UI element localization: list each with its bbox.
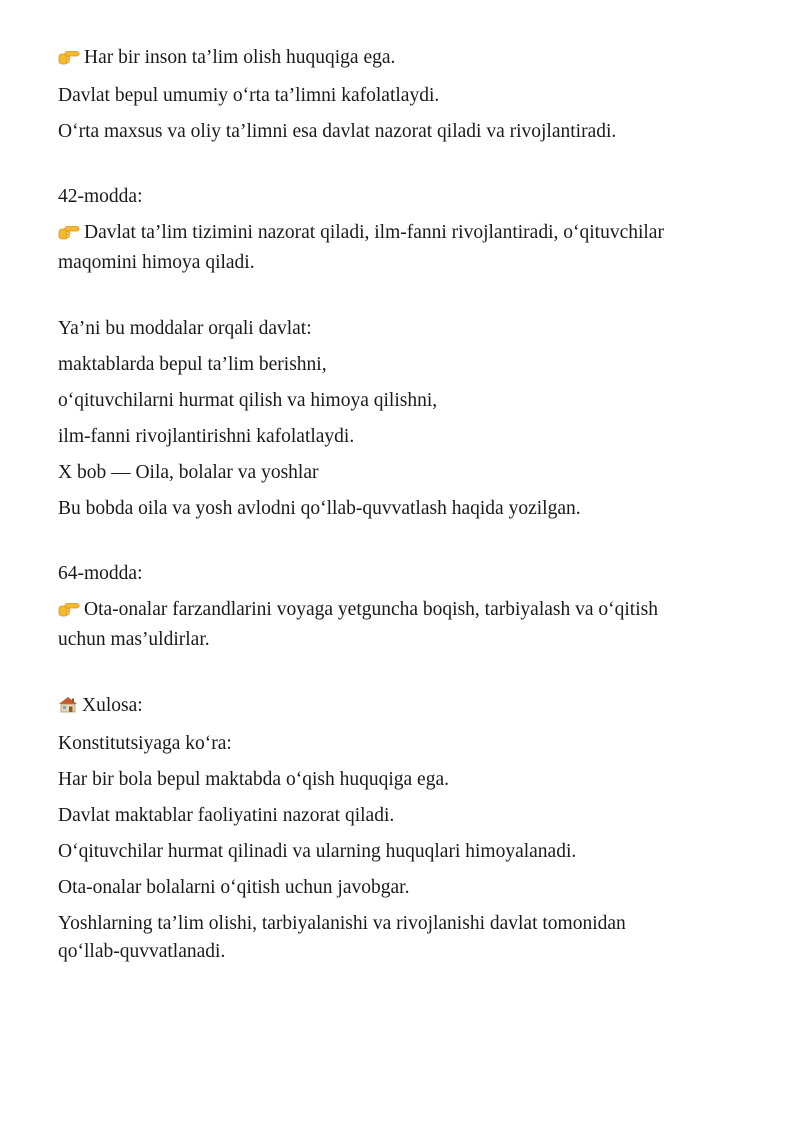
- paragraph-line: [58, 44, 748, 73]
- chapter-title: X bob — Oila, bolalar va yoshlar: [58, 462, 319, 483]
- paragraph-line: [58, 219, 748, 249]
- text: Davlat ta’lim tizimini nazorat qiladi, ilm-fanni rivojlantiradi, o‘qituvchilar: [84, 222, 664, 243]
- list-item: O‘qituvchilar hurmat qilinadi va ularning huquqlari himoyalanadi.: [58, 841, 577, 862]
- list-item: o‘qituvchilarni hurmat qilish va himoya qilishni,: [58, 390, 438, 411]
- list-item: Davlat maktablar faoliyatini nazorat qiladi.: [58, 805, 395, 826]
- paragraph-line: O‘rta maxsus va oliy ta’limni esa davlat nazorat qiladi va rivojlantiradi.: [58, 121, 617, 142]
- text: Har bir inson ta’lim olish huquqiga ega.: [84, 47, 396, 68]
- document-page: [58, 44, 748, 966]
- conclusion-heading: [58, 692, 748, 721]
- paragraph-line: Konstitutsiyaga ko‘ra:: [58, 733, 232, 754]
- list-item: ilm-fanni rivojlantirishni kafolatlaydi.: [58, 426, 355, 447]
- paragraph-line: maqomini himoya qiladi.: [58, 252, 255, 273]
- paragraph-line: Bu bobda oila va yosh avlodni qo‘llab-quvvatlash haqida yozilgan.: [58, 498, 581, 519]
- article-heading: 42-modda:: [58, 186, 143, 207]
- pointing-hand-icon: [58, 598, 80, 626]
- list-item: Ota-onalar bolalarni o‘qitish uchun javobgar.: [58, 877, 410, 898]
- paragraph-line: Davlat bepul umumiy o‘rta ta’limni kafolatlaydi.: [58, 85, 440, 106]
- list-item: Har bir bola bepul maktabda o‘qish huquqiga ega.: [58, 769, 449, 790]
- list-item: Yoshlarning ta’lim olishi, tarbiyalanishi va rivojlanishi davlat tomonidan: [58, 913, 626, 934]
- pointing-hand-icon: [58, 46, 80, 73]
- text: Ota-onalar farzandlarini voyaga yetguncha boqish, tarbiyalash va o‘qitish: [84, 599, 658, 620]
- paragraph-line: Ya’ni bu moddalar orqali davlat:: [58, 318, 312, 339]
- article-heading: 64-modda:: [58, 563, 143, 584]
- paragraph-line: [58, 596, 748, 626]
- text: Xulosa:: [82, 695, 143, 716]
- paragraph-line: uchun mas’uldirlar.: [58, 629, 210, 650]
- list-item: qo‘llab-quvvatlanadi.: [58, 941, 226, 962]
- house-icon: [58, 694, 78, 721]
- pointing-hand-icon: [58, 221, 80, 249]
- list-item: maktablarda bepul ta’lim berishni,: [58, 354, 327, 375]
